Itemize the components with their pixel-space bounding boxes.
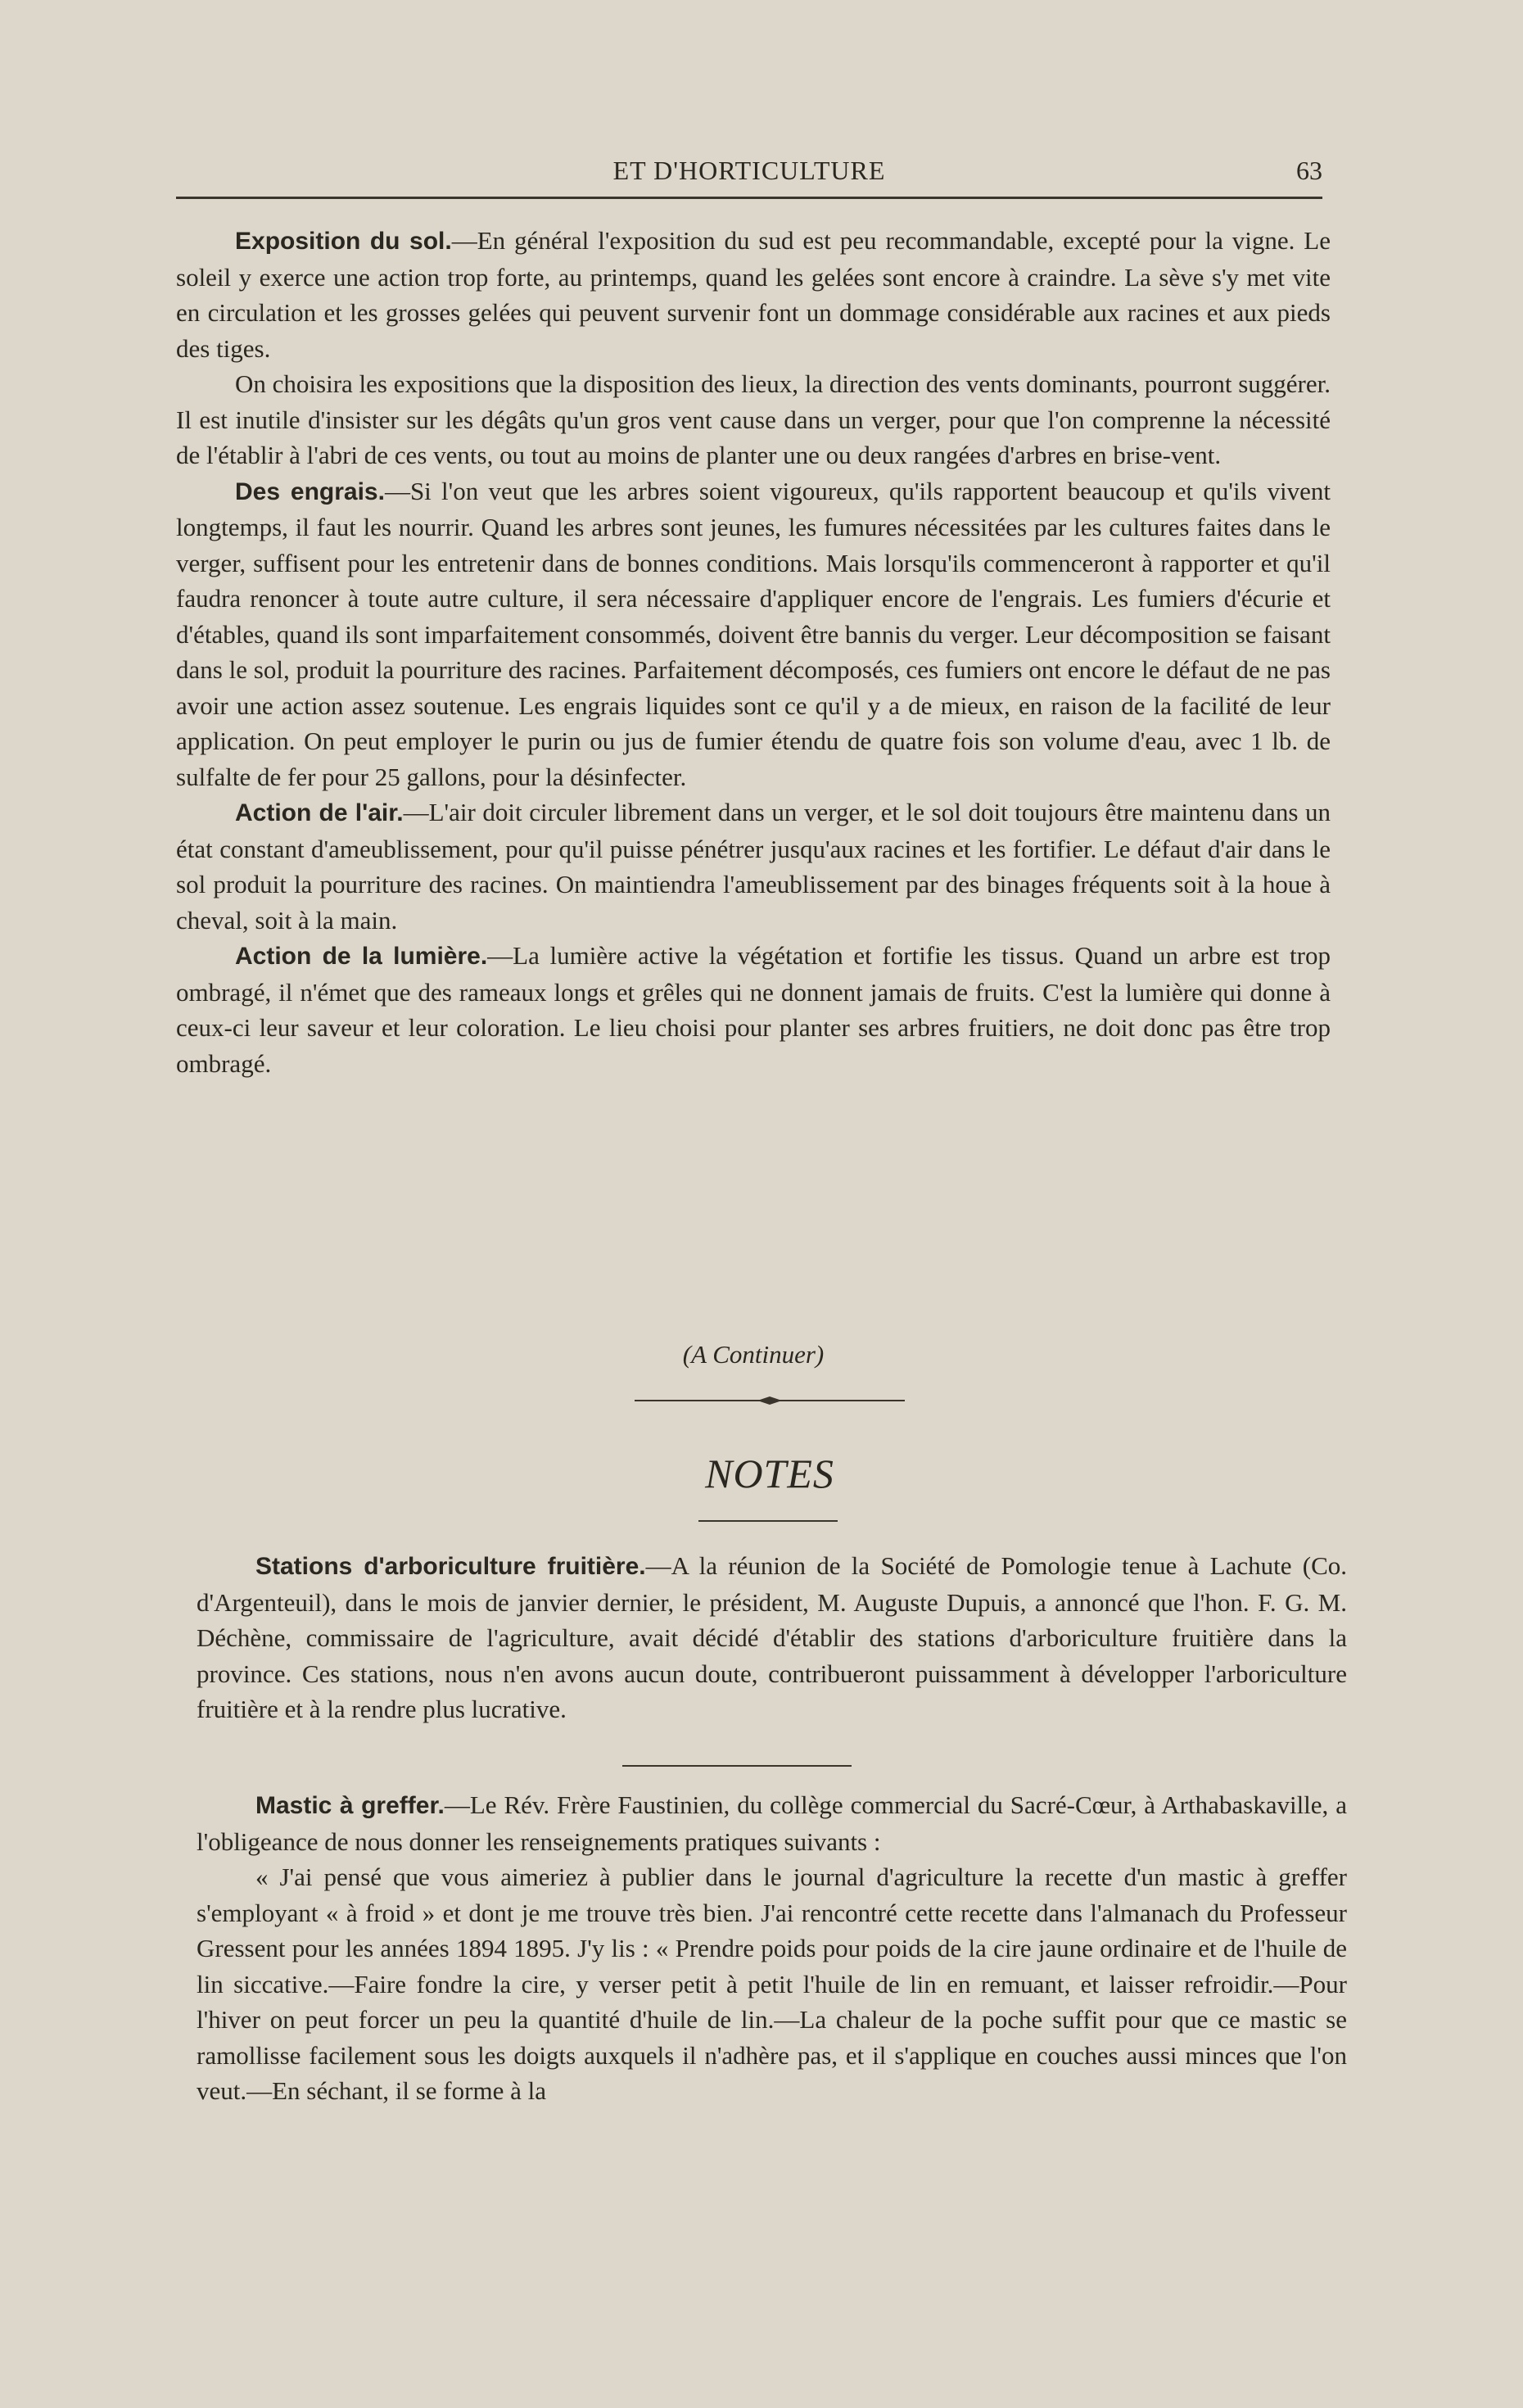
paragraph-text: —En général l'exposition du sud est peu recommandable, excepté pour la vigne. Le soleil y exerce une action trop forte, au printemps, quand les gelées sont encore à craindre. La sève s'y met vite en circulation et les grosses gelées qui peuvent survenir font un dommage considérable aux racines et aux pieds des tiges. [176, 226, 1331, 363]
article-body [176, 223, 1331, 1081]
notes-title: NOTES [705, 1451, 834, 1496]
paragraph [197, 1787, 1347, 1859]
continued-note: (A Continuer) [682, 1340, 825, 1369]
paragraph [176, 794, 1331, 938]
section-heading-engrais: Des engrais. [235, 478, 385, 505]
note-divider [622, 1765, 852, 1767]
ornament-divider [635, 1392, 905, 1409]
note-stations [197, 1548, 1347, 1727]
paragraph-text: —La lumière active la végétation et fortifie les tissus. Quand un arbre est trop ombragé, il n'émet que des rameaux longs et grêles qui ne donnent jamais de fruits. C'est la lumière qui donne à ceux-ci leur saveur et leur coloration. Le lieu choisi pour planter ses arbres fruitiers, ne doit donc pas être trop ombragé. [176, 941, 1331, 1078]
paragraph [197, 1548, 1347, 1727]
quote-paragraph: « J'ai pensé que vous aimeriez à publier dans le journal d'agriculture la recette d'un mastic à greffer s'employant « à froid » et dont je me trouve très bien. J'ai rencontré cette recette dans l'almanach du Professeur Gressent pour les années 1894 1895. J'y lis : « Prendre poids pour poids de la cire jaune ordinaire et de l'huile de lin siccative.—Faire fondre la cire, y verser petit à petit l'huile de lin en remuant, et laisser refroidir.—Pour l'hiver on peut forcer un peu la quantité d'huile de lin.—La chaleur de la poche suffit pour que ce mastic se ramollisse facilement sous les doigts auxquels il n'adhère pas, et il s'applique en couches aussi minces que l'on veut.—En séchant, il se forme à la [197, 1863, 1347, 2105]
paragraph-text: —L'air doit circuler librement dans un verger, et le sol doit toujours être maintenu dans un état constant d'ameublissement, pour qu'il puisse pénétrer jusqu'aux racines et les fortifier. Le défaut d'air dans le sol produit la pourriture des racines. On maintiendra l'ameublissement par des binages fréquents soit à la houe à cheval, soit à la main. [176, 798, 1331, 935]
paragraph [176, 473, 1331, 795]
running-title: ET D'HORTICULTURE [612, 156, 886, 185]
note-heading-mastic: Mastic à greffer. [255, 1792, 445, 1819]
running-header [176, 156, 1322, 199]
note-mastic [197, 1787, 1347, 2109]
paragraph [176, 938, 1331, 1081]
paragraph [176, 223, 1331, 366]
paragraph-text: —A la réunion de la Société de Pomologie tenue à Lachute (Co. d'Argenteuil), dans le mois de janvier dernier, le président, M. Auguste Dupuis, a annoncé que l'hon. F. G. M. Déchène, commissaire de l'agriculture, avait décidé d'établir des stations d'arboriculture fruitière dans la province. Ces stations, nous n'en avons aucun doute, contribueront puissamment à développer l'arboriculture fruitière et à la rendre plus lucrative. [197, 1551, 1347, 1723]
note-heading-stations: Stations d'arboriculture fruitière. [255, 1553, 646, 1580]
section-heading-air: Action de l'air. [235, 799, 404, 826]
section-heading-exposition: Exposition du sol. [235, 228, 452, 255]
paragraph: On choisira les expositions que la disposition des lieux, la direction des vents dominants, pourront suggérer. Il est inutile d'insister sur les dégâts qu'un gros vent cause dans un verger, pour que l'on comprenne la nécessité de l'établir à l'abri de ces vents, ou tout au moins de planter une ou deux rangées d'arbres en brise-vent. [176, 369, 1331, 469]
page-number: 63 [1296, 156, 1322, 185]
notes-rule [698, 1520, 838, 1522]
paragraph-text: —Le Rév. Frère Faustinien, du collège commercial du Sacré-Cœur, à Arthabaskaville, a l'obligeance de nous donner les renseignements pratiques suivants : [197, 1790, 1347, 1856]
section-heading-lumiere: Action de la lumière. [235, 943, 488, 970]
paragraph-text: —Si l'on veut que les arbres soient vigoureux, qu'ils rapportent beaucoup et qu'ils vivent longtemps, il faut les nourrir. Quand les arbres sont jeunes, les fumures nécessitées par les cultures faites dans le verger, suffisent pour les entretenir dans de bonnes conditions. Mais lorsqu'ils commenceront à rapporter et qu'il faudra renoncer à toute autre culture, il sera nécessaire d'appliquer encore de l'engrais. Les fumiers d'écurie et d'étables, quand ils sont imparfaitement consommés, doivent être bannis du verger. Leur décomposition se faisant dans le sol, produit la pourriture des racines. Parfaitement décomposés, ces fumiers ont encore le défaut de ne pas avoir une action assez soutenue. Les engrais liquides sont ce qu'il y a de mieux, en raison de la facilité de leur application. On peut employer le purin ou jus de fumier étendu de quatre fois son volume d'eau, avec 1 lb. de sulfalte de fer pour 25 gallons, pour la désinfecter. [176, 476, 1331, 791]
